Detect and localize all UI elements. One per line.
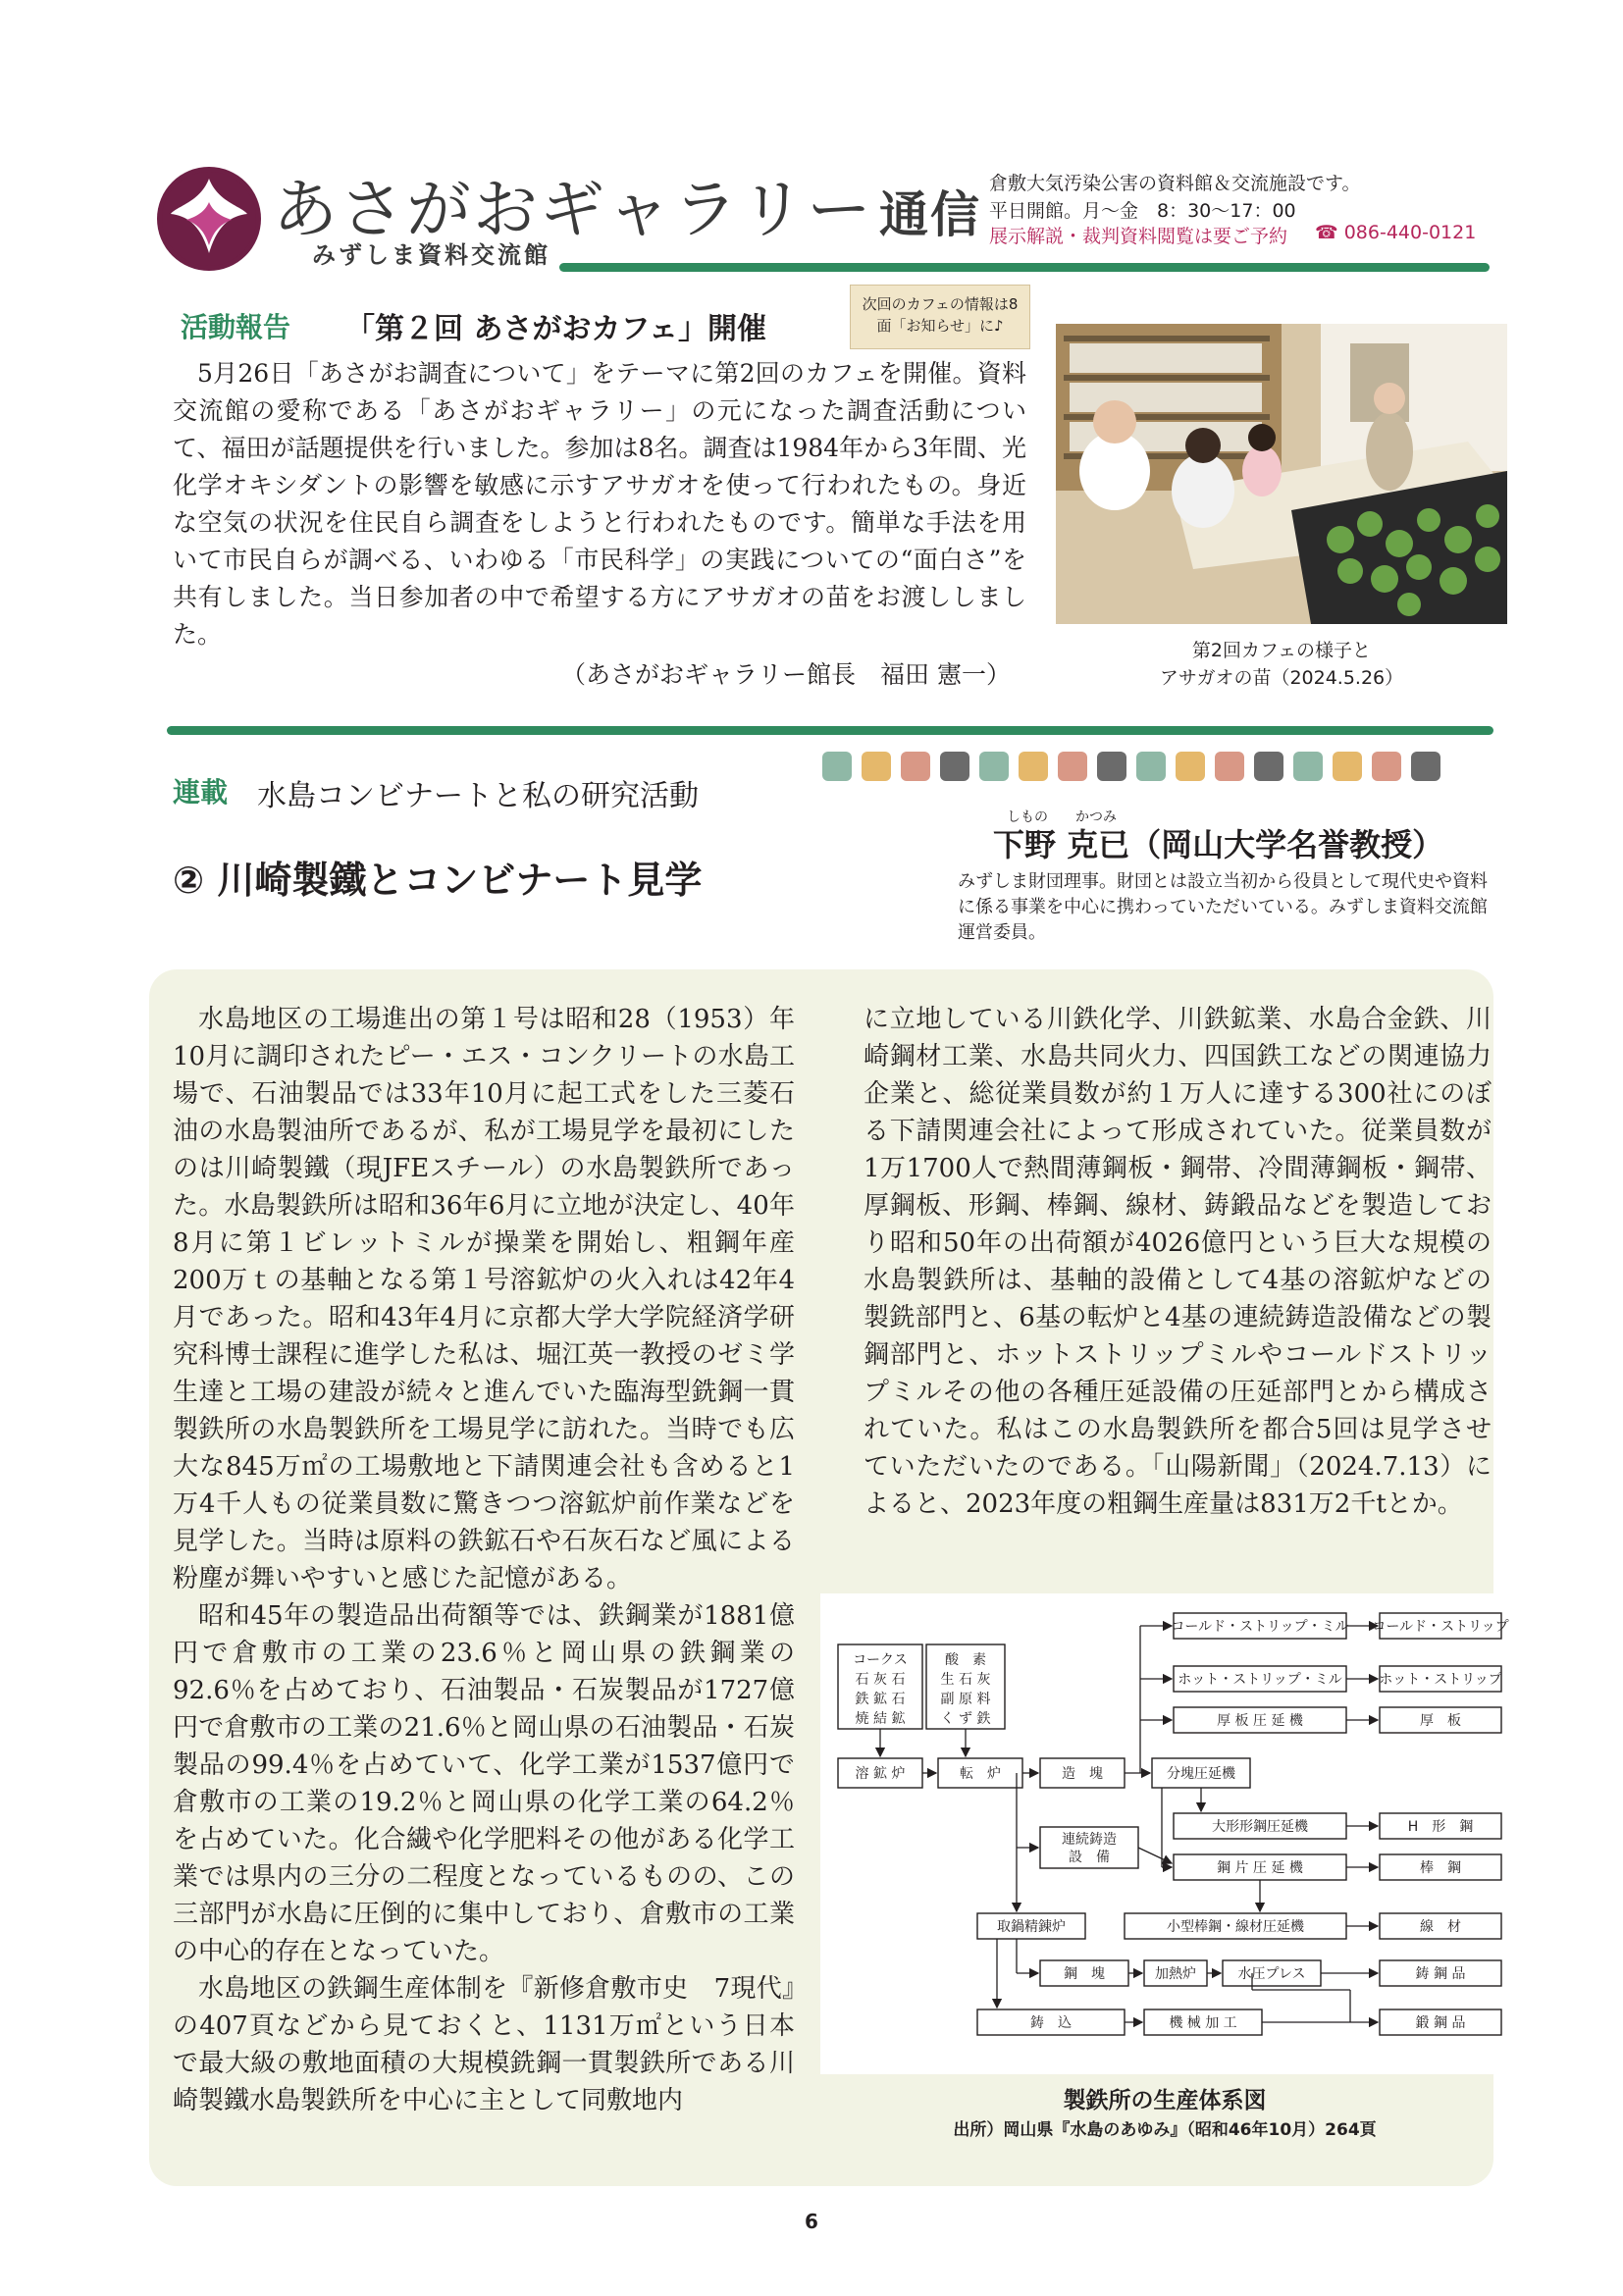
raw2-line-3: 副 原 料: [940, 1692, 991, 1707]
cold-product-label: コールド・ストリップ: [1372, 1619, 1509, 1635]
info-line-1: 倉敷大気汚染公害の資料館＆交流施設です。: [989, 173, 1361, 194]
color-swatch: [1372, 752, 1401, 781]
ccm-label-1: 連続鋳造: [1062, 1832, 1117, 1848]
activity-title: 「第２回 あさがおカフェ」開催: [345, 312, 766, 346]
converter-label: 転 炉: [960, 1766, 1001, 1782]
header-divider: [559, 263, 1490, 272]
color-swatch: [1333, 752, 1362, 781]
activity-body: 5月26日「あさがお調査について」をテーマに第2回のカフェを開催。資料交流館の愛称である「あさがおギャラリー」の元になった調査活動について、福田が話題提供を行いました。参加は8名。調査は1984年から3年間、光化学オキシダントの影響を敏感に示すアサガオを使って行われたもの。身近な空気の状況を住民自ら調査をしようと行われたものです。簡単な手法を用いて市民自らが調べる、いわゆる「市民科学」の実践についての“面白さ”を共有しました。当日参加者の中で希望する方にアサガオの苗をお渡ししました。: [173, 359, 1026, 649]
cold-mill-label: コールド・ストリップ・ミル: [1171, 1619, 1349, 1635]
production-flow-diagram: [820, 1593, 1509, 2074]
author-bio: みずしま財団理事。財団とは設立当初から役員として現代史や資料に係る事業を中心に携わっていただいている。みずしま資料交流館運営委員。: [958, 871, 1488, 943]
small-mill-label: 小型棒鋼・線材圧延機: [1167, 1919, 1304, 1935]
color-swatch: [1136, 752, 1166, 781]
color-swatch: [1058, 752, 1087, 781]
color-swatch-strip: [822, 752, 1440, 781]
casting-label: 鋳 込: [1030, 2015, 1072, 2031]
article-column-right: [864, 1001, 1492, 1523]
heating-furnace-label: 加熱炉: [1155, 1966, 1196, 1982]
raw2-line-4: く ず 鉄: [940, 1711, 991, 1727]
diagram-source: 出所）岡山県『水島のあゆみ』（昭和46年10月）264頁: [953, 2120, 1377, 2140]
author-ruby-surname: しもの: [1007, 809, 1048, 825]
info-line-3: 展示解説・裁判資料閲覧は要ご予約: [989, 226, 1288, 247]
large-mill-label: 大形形鋼圧延機: [1212, 1819, 1308, 1835]
author-name: 下野 克已（岡山大学名誉教授）: [993, 826, 1444, 863]
newsletter-subtitle: みずしま資料交流館: [312, 241, 550, 269]
page-number: 6: [805, 2210, 818, 2233]
raw2-line-2: 生 石 灰: [940, 1672, 991, 1688]
diagram-title: 製鉄所の生産体系図: [1063, 2088, 1267, 2113]
steel-block-label: 鋼 塊: [1064, 1966, 1105, 1982]
raw1-line-3: 鉄 鉱 石: [855, 1692, 906, 1707]
color-swatch: [1176, 752, 1205, 781]
logo-icon: [157, 167, 261, 271]
ingot-label: 造 塊: [1062, 1766, 1103, 1782]
color-swatch: [979, 752, 1009, 781]
billet-product-label: 棒 鋼: [1420, 1860, 1461, 1876]
hot-mill-label: ホット・ストリップ・ミル: [1178, 1672, 1342, 1688]
serial-label: 連載: [173, 776, 229, 809]
billet-mill-label: 鋼 片 圧 延 機: [1217, 1860, 1303, 1876]
activity-signature: （あさがおギャラリー館長 福田 憲一）: [561, 660, 1011, 689]
color-swatch: [1097, 752, 1126, 781]
plate-product-label: 厚 板: [1420, 1713, 1461, 1729]
ladle-furnace-label: 取鍋精錬炉: [997, 1919, 1066, 1935]
photo-caption-line-1: 第2回カフェの様子と: [1191, 640, 1372, 661]
color-swatch: [940, 752, 969, 781]
raw2-line-1: 酸 素: [945, 1652, 986, 1668]
article-paragraph: に立地している川鉄化学、川鉄鉱業、水島合金鉄、川崎鋼材工業、水島共同火力、四国鉄工などの関連協力企業と、総従業員数が約１万人に達する300社にのぼる下請関連会社によって形成されていた。従業員数が1万1700人で熱間薄鋼板・鋼帯、冷間薄鋼板・鋼帯、厚鋼板、形鋼、棒鋼、線材、鋳鍛品などを製造しており昭和50年の出荷額が4026億円という巨大な規模の水島製鉄所は、基軸的設備として4基の溶鉱炉などの製銑部門と、6基の転炉と4基の連続鋳造設備などの製鋼部門と、ホットストリップミルやコールドストリップミルその他の各種圧延設備の圧延部門とから構成されていた。私はこの水島製鉄所を都合5回は見学させていただいたのである。「山陽新聞」（2024.7.13）によると、2023年度の粗鋼生産量は831万2千tとか。: [864, 1005, 1492, 1519]
color-swatch: [862, 752, 891, 781]
color-swatch: [901, 752, 930, 781]
newsletter-title: あさがおギャラリー 通信: [273, 172, 981, 247]
large-product-label: H 形 鋼: [1407, 1819, 1474, 1835]
info-line-2: 平日開館。月〜金 8：30〜17：00: [989, 200, 1296, 222]
blooming-mill-label: 分塊圧延機: [1167, 1766, 1235, 1782]
raw1-line-1: コークス: [853, 1652, 908, 1668]
blast-furnace-label: 溶 鉱 炉: [855, 1766, 906, 1782]
article-paragraph: 水島地区の工場進出の第１号は昭和28（1953）年10月に調印されたピー・エス・コンクリートの水島工場で、石油製品では33年10月に起工式をした三菱石油の水島製油所であるが、私が工場見学を最初にしたのは川崎製鐵（現JFEスチール）の水島製鉄所であった。水島製鉄所は昭和36年6月に立地が決定し、40年8月に第１ビレットミルが操業を開始し、粗鋼年産200万ｔの基軸となる第１号溶鉱炉の火入れは42年4月であった。昭和43年4月に京都大学大学院経済学研究科博士課程に進学した私は、堀江英一教授のゼミ学生達と工場の建設が続々と進んでいた臨海型銑鋼一貫製鉄所の水島製鉄所を工場見学に訪れた。当時でも広大な845万㎡の工場敷地と下請関連会社も含めると1万4千人もの従業員数に驚きつつ溶鉱炉前作業などを見学した。当時は原料の鉄鉱石や石灰石など風による粉塵が舞いやすいと感じた記憶がある。: [173, 1005, 795, 1593]
hot-product-label: ホット・ストリップ: [1379, 1672, 1502, 1688]
ccm-label-2: 設 備: [1069, 1850, 1110, 1865]
article-paragraph: 昭和45年の製造品出荷額等では、鉄鋼業が1881億円で倉敷市の工業の23.6％と岡山県の鉄鋼業の92.6％を占めており、石油製品・石炭製品が1727億円で倉敷市の工業の21.6％と岡山県の石油製品・石炭製品の99.4％を占めていて、化学工業が1537億円で倉敷市の工業の19.2％と岡山県の化学工業の64.2％を占めていた。化合繊や化学肥料その他がある化学工業では県内の三分の二程度となっているものの、この三部門が水島に圧倒的に集中しており、倉敷市の工業の中心的存在となっていた。: [173, 1601, 795, 1966]
plate-mill-label: 厚 板 圧 延 機: [1217, 1713, 1303, 1729]
color-swatch: [1411, 752, 1440, 781]
press-label: 水圧プレス: [1237, 1966, 1306, 1982]
article-paragraph: 水島地区の鉄鋼生産体制を『新修倉敷市史 7現代』の407頁などから見ておくと、1131万㎡という日本で最大級の敷地面積の大規模銑鋼一貫製鉄所である川崎製鐵水島製鉄所を中心に主として同敷地内: [173, 1974, 795, 2115]
serial-title: 水島コンビナートと私の研究活動: [257, 779, 699, 813]
activity-label: 活動報告: [181, 311, 291, 343]
color-swatch: [1254, 752, 1283, 781]
article-column-left: [173, 1001, 795, 2119]
cast-product-label: 鋳 鋼 品: [1415, 1966, 1466, 1982]
section-divider: [167, 726, 1493, 735]
next-cafe-note: 次回のカフェの情報は8面「お知らせ」に♪: [850, 285, 1030, 349]
cafe-photo: [1056, 324, 1507, 624]
color-swatch: [1293, 752, 1323, 781]
machining-label: 機 械 加 工: [1169, 2015, 1237, 2031]
photo-caption-line-2: アサガオの苗（2024.5.26）: [1159, 667, 1404, 689]
raw1-line-4: 焼 結 鉱: [855, 1711, 906, 1727]
forged-product-label: 鍛 鋼 品: [1415, 2015, 1466, 2031]
small-product-label: 線 材: [1420, 1919, 1461, 1935]
phone-number: ☎ 086-440-0121: [1315, 222, 1477, 243]
author-ruby-given-name: かつみ: [1075, 809, 1117, 825]
raw1-line-2: 石 灰 石: [855, 1672, 906, 1688]
serial-subtitle: ② 川崎製鐵とコンビナート見学: [173, 859, 703, 902]
color-swatch: [822, 752, 852, 781]
color-swatch: [1215, 752, 1244, 781]
color-swatch: [1019, 752, 1048, 781]
